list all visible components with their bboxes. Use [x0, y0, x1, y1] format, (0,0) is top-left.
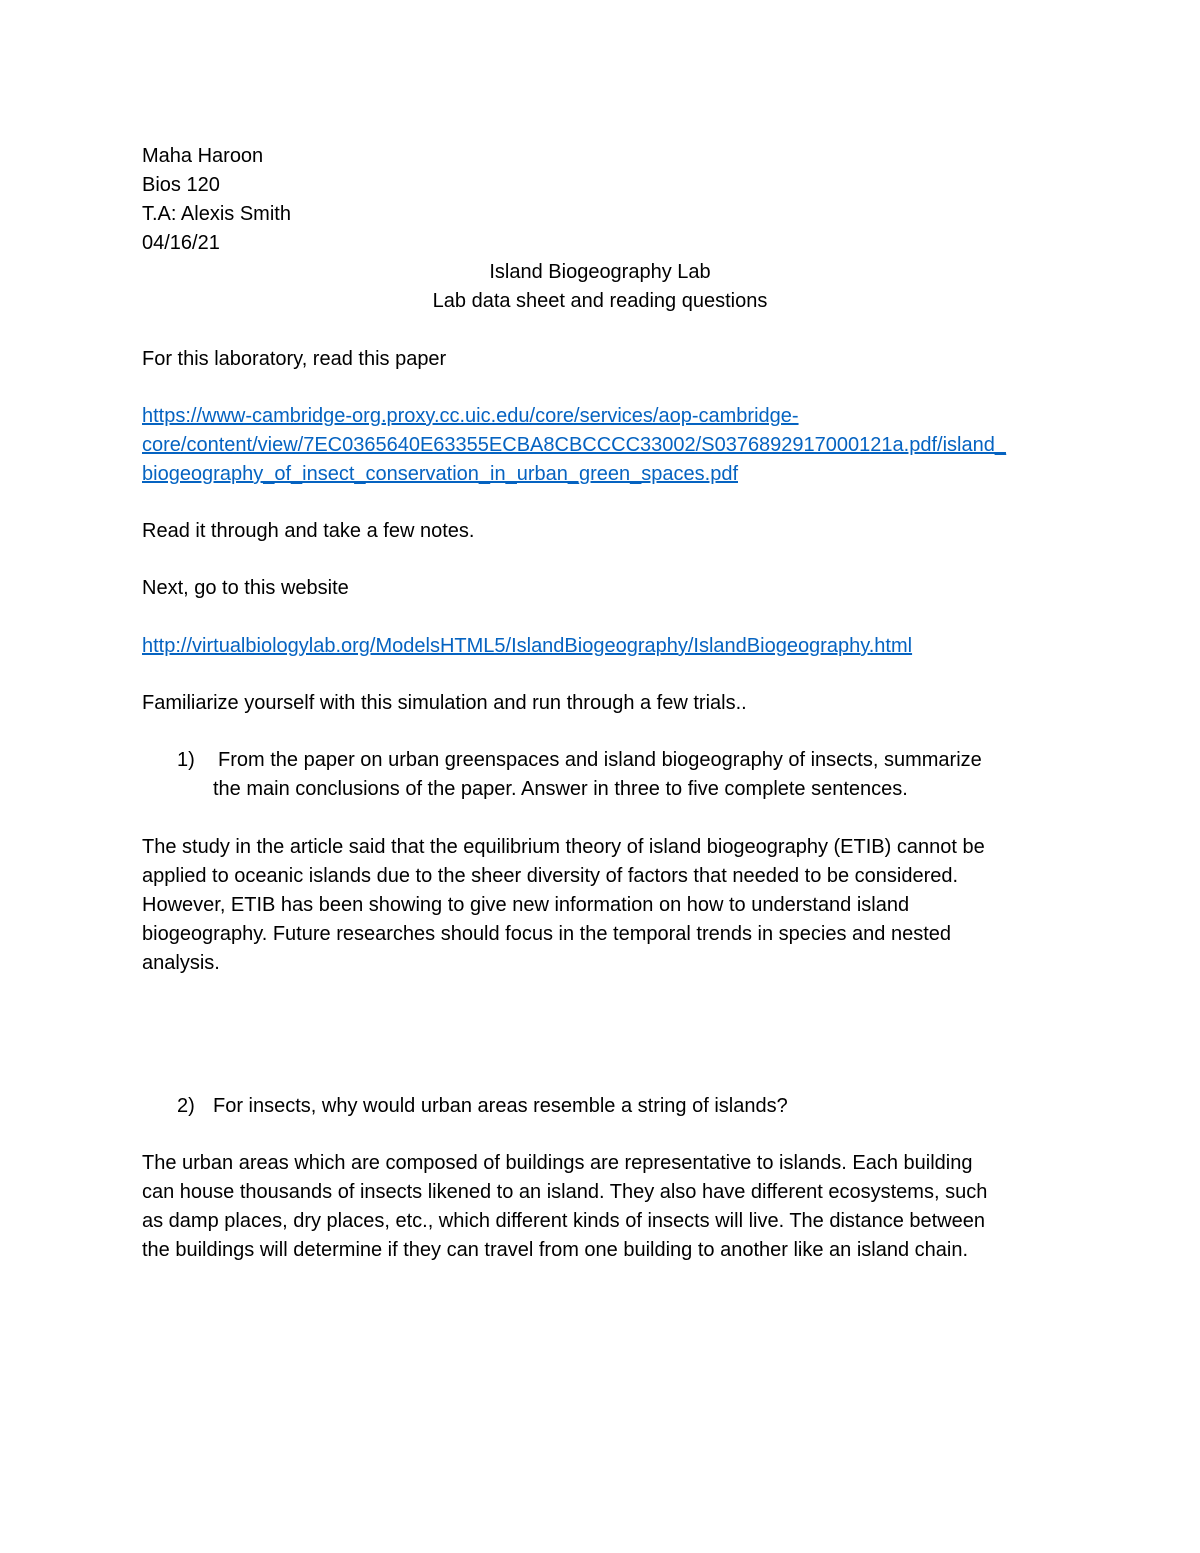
answer-1-line-4: biogeography. Future researches should focus in the temporal trends in species and nested	[142, 923, 952, 945]
paper-link-line-3[interactable]: biogeography_of_insect_conservation_in_urban_green_spaces.pdf	[142, 463, 738, 485]
answer-2-line-1: The urban areas which are composed of buildings are representative to islands. Each building	[142, 1152, 973, 1174]
answer-1-line-1: The study in the article said that the equilibrium theory of island biogeography (ETIB) cannot be	[142, 836, 985, 858]
lab-subtitle: Lab data sheet and reading questions	[432, 290, 768, 312]
question-2-line-1: For insects, why would urban areas resemble a string of islands?	[213, 1095, 788, 1117]
website-link[interactable]: http://virtualbiologylab.org/ModelsHTML5/IslandBiogeography/IslandBiogeography.html	[142, 635, 913, 657]
paper-link-line-1[interactable]: https://www-cambridge-org.proxy.cc.uic.edu/core/services/aop-cambridge-	[142, 405, 799, 427]
document-date: 04/16/21	[142, 232, 220, 254]
ta-name: T.A: Alexis Smith	[142, 203, 291, 225]
paper-link-line-2[interactable]: core/content/view/7EC0365640E63355ECBA8CBCCCC33002/S0376892917000121a.pdf/island_	[142, 434, 1006, 456]
go-website-instruction: Next, go to this website	[142, 577, 349, 599]
answer-2-line-4: the buildings will determine if they can travel from one building to another like an island chain.	[142, 1239, 969, 1261]
student-name: Maha Haroon	[142, 145, 264, 167]
answer-2-line-2: can house thousands of insects likened to an island. They also have different ecosystems, such	[142, 1181, 988, 1203]
answer-2-line-3: as damp places, dry places, etc., which different kinds of insects will live. The distance between	[142, 1210, 986, 1232]
course-name: Bios 120	[142, 174, 220, 196]
answer-1-line-5: analysis.	[142, 952, 220, 974]
question-2-number: 2)	[177, 1095, 195, 1117]
question-1-line-2: the main conclusions of the paper. Answer in three to five complete sentences.	[213, 778, 908, 800]
take-notes-instruction: Read it through and take a few notes.	[142, 520, 475, 542]
read-paper-instruction: For this laboratory, read this paper	[142, 348, 447, 370]
lab-title: Island Biogeography Lab	[489, 261, 711, 283]
question-1-line-1: From the paper on urban greenspaces and island biogeography of insects, summarize	[218, 749, 982, 771]
familiarize-instruction: Familiarize yourself with this simulation and run through a few trials..	[142, 692, 747, 714]
answer-1-line-3: However, ETIB has been showing to give new information on how to understand island	[142, 894, 910, 916]
answer-1-line-2: applied to oceanic islands due to the sheer diversity of factors that needed to be considered.	[142, 865, 959, 887]
question-1-number: 1)	[177, 749, 195, 771]
